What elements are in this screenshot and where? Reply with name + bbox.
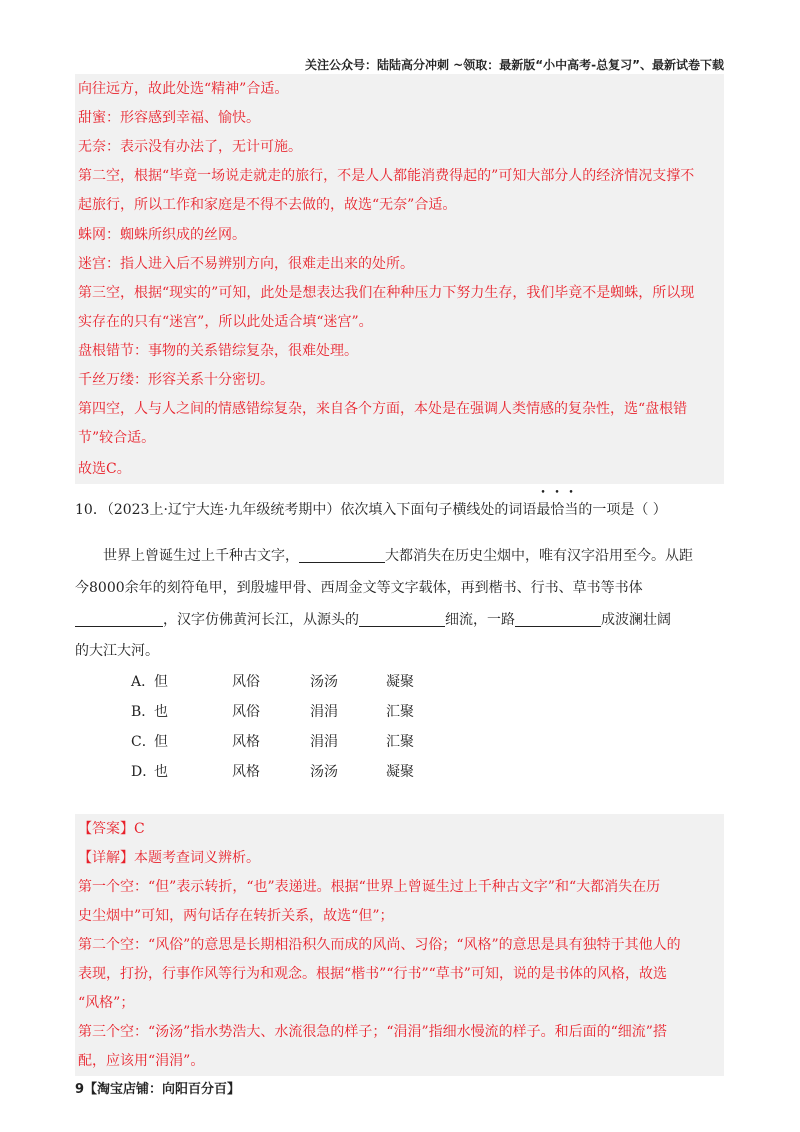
page-footer: 9【淘宝店铺：向阳百分百】 bbox=[75, 1082, 241, 1097]
question-title bbox=[75, 499, 667, 519]
text-line: “风格”； bbox=[78, 995, 135, 1011]
option-word: 风俗 bbox=[232, 704, 260, 720]
question-prefix: 10．（2023上·辽宁大连·九年级统考期中）依次填入下面句子横线处的词语 bbox=[75, 502, 537, 518]
fill-blank bbox=[299, 548, 385, 563]
question-suffix: 的一项是（ ） bbox=[578, 502, 667, 518]
passage-line: 世界上曾诞生过上千种古文字， 大都消失在历史尘烟中，唯有汉字沿用至今。从距 bbox=[103, 548, 693, 564]
option-word: 涓涓 bbox=[310, 704, 338, 720]
fill-blank bbox=[359, 612, 445, 627]
text-line: 起旅行，所以工作和家庭是不得不去做的，故选“无奈”合适。 bbox=[78, 197, 457, 213]
option-word: 涓涓 bbox=[310, 734, 338, 750]
option-word: 汤汤 bbox=[310, 674, 338, 690]
text-line: 第二空，根据“毕竟一场说走就走的旅行，不是人人都能消费得起的”可知大部分人的经济情况支撑不 bbox=[78, 168, 695, 184]
option-word: 风格 bbox=[232, 764, 260, 780]
text-line: 【详解】本题考查词义辨析。 bbox=[78, 850, 260, 866]
text-line: 迷宫：指人进入后不易辨别方向，很难走出来的处所。 bbox=[78, 256, 414, 272]
text-line: 向往远方，故此处选“精神”合适。 bbox=[78, 81, 289, 97]
option-word: 但 bbox=[154, 734, 168, 750]
text-line: 表现，打扮，行事作风等行为和观念。根据“楷书”“行书”“草书”可知，说的是书体的风格，故选 bbox=[78, 966, 667, 982]
emphasis-char: 当 bbox=[564, 502, 579, 518]
text-line: 第四空，人与人之间的情感错综复杂，来自各个方面，本处是在强调人类情感的复杂性，选“盘根错 bbox=[78, 401, 688, 417]
text-line: 故选C。 bbox=[78, 461, 131, 477]
text-line: 甜蜜：形容感到幸福、愉快。 bbox=[78, 110, 260, 126]
text-line: 无奈：表示没有办法了，无计可施。 bbox=[78, 139, 302, 155]
option-letter: D． bbox=[131, 764, 157, 780]
fill-blank bbox=[515, 612, 601, 627]
option-word: 风俗 bbox=[232, 674, 260, 690]
option-word: 也 bbox=[154, 764, 168, 780]
option-word: 但 bbox=[154, 674, 168, 690]
passage-line: 的大江大河。 bbox=[75, 643, 159, 659]
text-line: 史尘烟中”可知，两句话存在转折关系，故选“但”； bbox=[78, 908, 394, 924]
text-line: 第一个空：“但”表示转折，“也”表递进。根据“世界上曾诞生过上千种古文字”和“大都消失在历 bbox=[78, 879, 661, 895]
option-word: 汇聚 bbox=[386, 734, 414, 750]
text-line: 第三空，根据“现实的”可知，此处是想表达我们在种种压力下努力生存，我们毕竟不是蜘蛛，所以现 bbox=[78, 285, 695, 301]
text-line: 实存在的只有“迷宫”，所以此处适合填“迷宫”。 bbox=[78, 314, 373, 330]
emphasis-char: 恰 bbox=[550, 502, 565, 518]
text-line: 配，应该用“涓涓”。 bbox=[78, 1053, 205, 1069]
passage-line: ，汉字仿佛黄河长江，从源头的 细流，一路 成波澜壮阔 bbox=[75, 609, 671, 629]
text-line: 第三个空：“汤汤”指水势浩大、水流很急的样子；“涓涓”指细水慢流的样子。和后面的“细流”搭 bbox=[78, 1024, 667, 1040]
option-word: 风格 bbox=[232, 734, 260, 750]
text-line: 蛛网：蜘蛛所织成的丝网。 bbox=[78, 227, 246, 243]
text-line: 第二个空：“风俗”的意思是长期相沿积久而成的风尚、习俗；“风格”的意思是具有独特于其他人的 bbox=[78, 937, 681, 953]
text-line: 千丝万缕：形容关系十分密切。 bbox=[78, 372, 274, 388]
option-word: 也 bbox=[154, 704, 168, 720]
answer-block bbox=[75, 814, 724, 1076]
explanation-block-top bbox=[75, 74, 724, 484]
option-word: 凝聚 bbox=[386, 674, 414, 690]
option-letter: A． bbox=[131, 674, 156, 690]
answer-label: 【答案】C bbox=[78, 821, 145, 837]
passage-line: 今8000余年的刻符龟甲，到殷墟甲骨、西周金文等文字载体，再到楷书、行书、草书等书体 bbox=[75, 580, 643, 596]
emphasis-char: 最 bbox=[536, 502, 551, 518]
fill-blank bbox=[75, 612, 163, 627]
option-letter: B． bbox=[131, 704, 156, 720]
option-word: 汤汤 bbox=[310, 764, 338, 780]
option-word: 汇聚 bbox=[386, 704, 414, 720]
option-word: 凝聚 bbox=[386, 764, 414, 780]
question-passage bbox=[75, 540, 725, 660]
option-letter: C． bbox=[131, 734, 156, 750]
page-header: 关注公众号：陆陆高分冲刺 ~领取：最新版“小中高考-总复习”、最新试卷下载 bbox=[305, 58, 724, 72]
text-line: 节”较合适。 bbox=[78, 430, 156, 446]
text-line: 盘根错节：事物的关系错综复杂，很难处理。 bbox=[78, 343, 358, 359]
